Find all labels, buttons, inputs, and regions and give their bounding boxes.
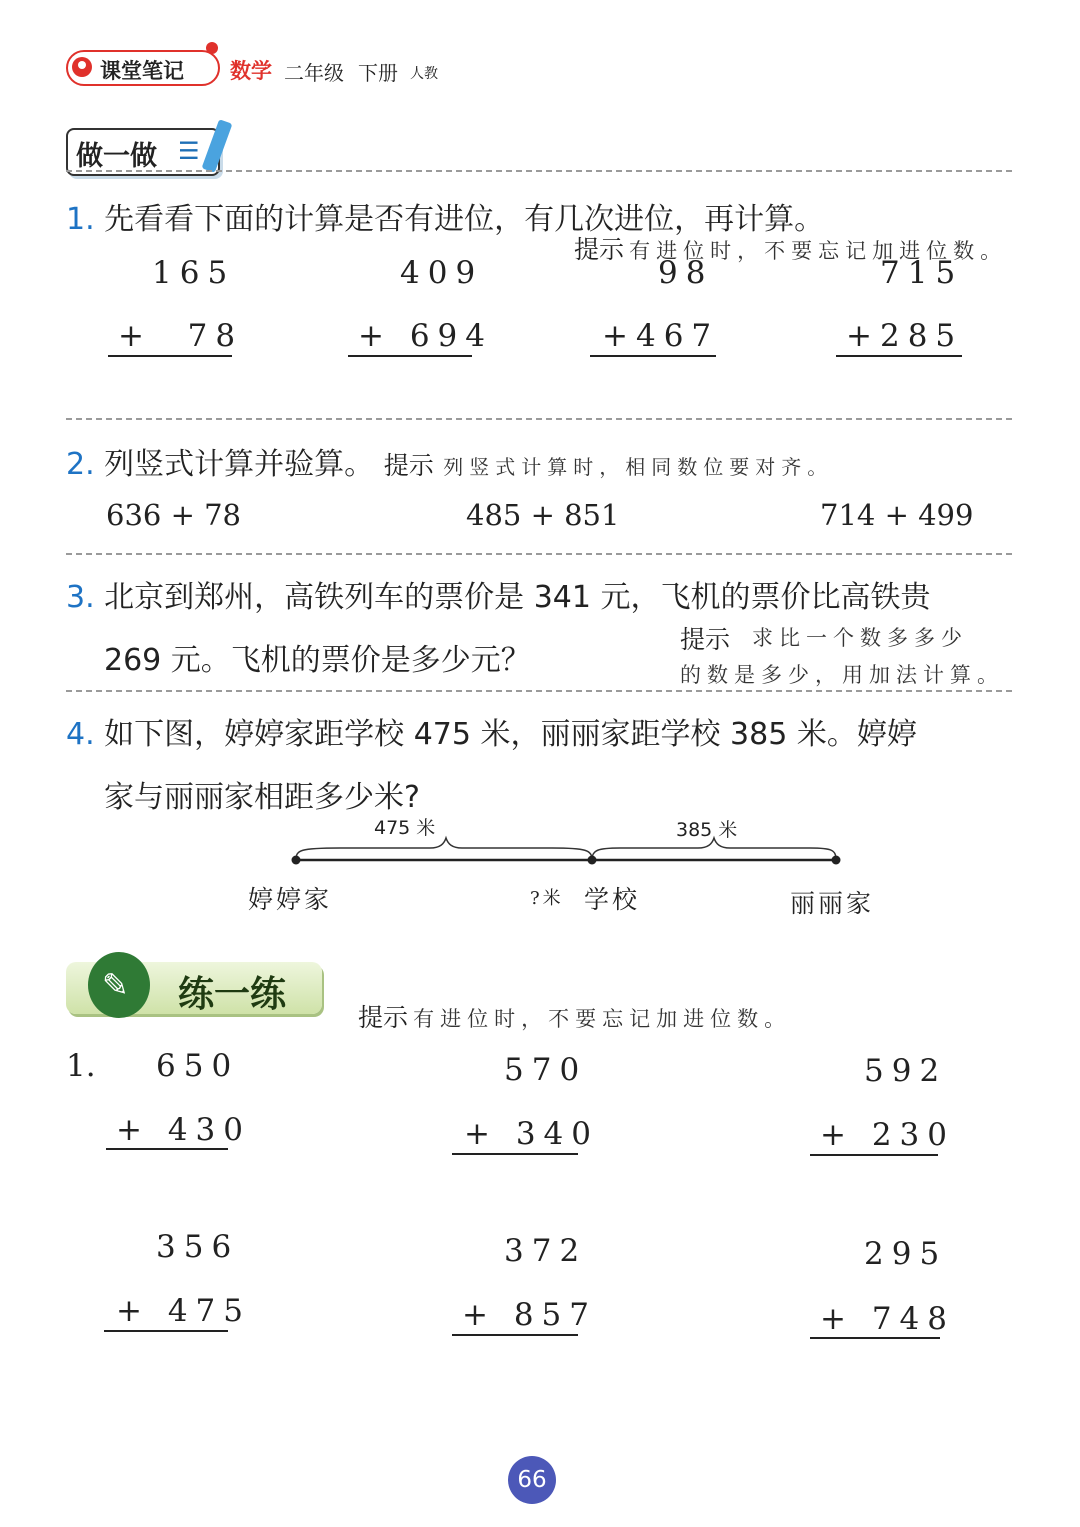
question-text-line2: 269 元。飞机的票价是多少元？ [104,643,531,678]
addend-top: 372 [504,1233,588,1269]
question-number: 1. [66,202,95,237]
brand-logo-icon [72,57,92,77]
hint-text: 列竖式计算时，相同数位要对齐。 [443,455,834,479]
addend-bottom: + 340 [464,1116,599,1152]
addend-top: 570 [504,1052,588,1088]
place-tingting-home: 婷婷家 [248,885,333,914]
brand-name: 课堂笔记 [100,59,184,83]
addend-bottom: +285 [846,318,964,354]
quill-icon: ✎ [102,966,129,1004]
hint-label: 提示 [383,451,434,480]
hint-label: 提示 [680,625,731,654]
publisher-label: 人教 [410,66,438,82]
point-lili-home [832,856,841,865]
section-title: 练一练 [178,974,287,1015]
hint-2 [358,998,791,1034]
divider [66,170,1012,172]
hint-text: 求比一个数多多少 [752,626,968,650]
hint-label: 提示 [574,235,625,264]
sum-line [810,1337,940,1339]
question-text: 先看看下面的计算是否有进位，有几次进位，再计算。 [104,202,825,237]
left-brace [296,838,592,860]
addend-bottom: + 748 [820,1301,955,1337]
flower-icon [206,42,218,54]
addend-bottom: + 475 [116,1293,251,1329]
addend-top: 356 [156,1229,240,1265]
expression: 636 + 78 [106,498,241,532]
addend-top: 715 [880,255,964,291]
distance-diagram [280,830,860,880]
addend-bottom: + 857 [462,1297,597,1333]
addend-top: 650 [156,1048,240,1084]
place-school: 学校 [584,885,641,914]
place-lili-home: 丽丽家 [790,889,875,918]
point-school [588,856,597,865]
question-number: 2. [66,447,95,482]
question-number: 1. [66,1048,96,1084]
divider [66,690,1012,692]
distance-label-left: 475 米 [374,817,436,839]
hint-label: 提示 [358,1003,409,1032]
sum-line [108,355,232,357]
hint-text: 有进位时，不要忘记加进位数。 [413,1007,792,1031]
sum-line [348,355,472,357]
point-tingting-home [292,856,301,865]
unknown-distance: ?米 [530,888,564,909]
question-3 [66,572,931,616]
question-text: 北京到郑州，高铁列车的票价是 341 元，飞机的票价比高铁贵 [104,580,931,615]
hint-text: 有进位时，不要忘记加进位数。 [629,239,1008,263]
addend-top: 165 [152,255,236,291]
page-number: 66 [508,1456,556,1504]
question-number: 4. [66,717,95,752]
subject-label: 数学 [230,59,272,83]
section-title: 做一做 [76,141,157,172]
hint-text: 的数是多少，用加法计算。 [680,663,1004,687]
lines-icon: ☰ [178,137,200,165]
expression: 714 + 499 [820,498,974,532]
sum-line [104,1330,228,1332]
grade-label: 二年级 [284,61,344,85]
addend-bottom: + 430 [116,1112,251,1148]
addend-bottom: + 78 [118,318,244,354]
question-number: 3. [66,580,95,615]
sum-line [452,1334,578,1336]
addend-bottom: +467 [602,318,720,354]
question-2 [66,439,833,483]
sum-line [810,1154,938,1156]
divider [66,553,1012,555]
sum-line [836,355,962,357]
question-text-line2: 家与丽丽家相距多少米? [104,780,420,815]
addend-top: 295 [864,1236,948,1272]
sum-line [106,1148,228,1150]
distance-label-right: 385 米 [676,819,738,841]
sum-line [452,1153,578,1155]
addend-top: 592 [864,1053,948,1089]
volume-label: 下册 [358,61,398,85]
question-text: 列竖式计算并验算。 [104,447,375,482]
addend-top: 409 [400,255,484,291]
expression: 485 + 851 [466,498,620,532]
divider [66,418,1012,420]
addend-bottom: + 694 [358,318,493,354]
question-4 [66,709,917,753]
sum-line [590,355,716,357]
addend-bottom: + 230 [820,1117,955,1153]
question-text: 如下图，婷婷家距学校 475 米，丽丽家距学校 385 米。婷婷 [104,717,917,752]
addend-top: 98 [658,255,714,291]
